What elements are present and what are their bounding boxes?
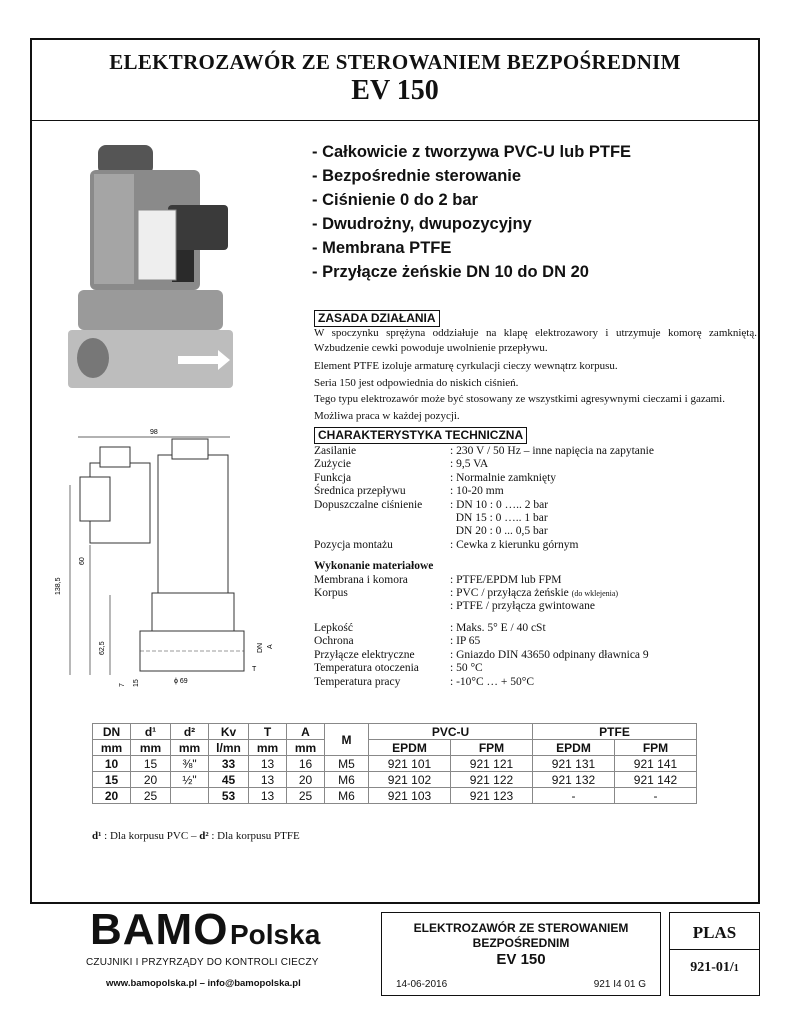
page-title: ELEKTROZAWÓR ZE STEROWANIEM BEZPOŚREDNIM xyxy=(109,50,681,74)
title-block-line2: BEZPOŚREDNIM xyxy=(472,936,570,950)
spec-value: : IP 65 xyxy=(450,635,481,648)
dim-width: 98 xyxy=(150,429,158,436)
dim-height: 138,5 xyxy=(55,577,62,595)
table-cell: - xyxy=(615,788,697,804)
table-header: T xyxy=(249,724,287,740)
table-cell: 921 101 xyxy=(369,756,451,772)
doc-number xyxy=(670,950,759,976)
principle-paragraph: Seria 150 jest odpowiednia do niskich ciśnień. xyxy=(314,377,519,389)
footnote-d2-text: : Dla korpusu PTFE xyxy=(208,830,300,842)
table-cell: 20 xyxy=(131,772,171,788)
table-header: FPM xyxy=(451,740,533,756)
spec-key: Temperatura pracy xyxy=(314,675,401,688)
spec-value: : Cewka z kierunku górnym xyxy=(450,538,579,551)
spec-key: Temperatura otoczenia xyxy=(314,662,419,675)
tech-spec xyxy=(314,445,654,689)
spec-value: : -10°C … + 50°C xyxy=(450,675,535,688)
table-cell: 921 121 xyxy=(451,756,533,772)
material-label: PLAS xyxy=(670,913,759,950)
dim-coil: 60 xyxy=(79,557,86,565)
table-header: l/mn xyxy=(209,740,249,756)
table-header: DN xyxy=(93,724,131,740)
doc-code: 921 I4 01 G xyxy=(593,979,646,990)
table-cell: 45 xyxy=(209,772,249,788)
title-block xyxy=(381,912,661,996)
title-block-line1: ELEKTROZAWÓR ZE STEROWANIEM xyxy=(413,921,629,935)
table-cell: M6 xyxy=(325,772,369,788)
feature-item: - Membrana PTFE xyxy=(312,239,452,257)
table-header: EPDM xyxy=(369,740,451,756)
dim-diameter: ϕ 69 xyxy=(174,678,188,685)
spec-value: : Gniazdo DIN 43650 odpinany dławnica 9 xyxy=(450,648,649,661)
table-cell: ⅜" xyxy=(171,756,209,772)
table-cell: 20 xyxy=(287,772,325,788)
dim-lower: 62,5 xyxy=(99,641,106,655)
table-cell: 921 132 xyxy=(533,772,615,788)
doc-number-main: 921-01/ xyxy=(690,960,734,975)
table-header: PTFE xyxy=(533,724,697,740)
spec-value: : PTFE/EPDM lub FPM xyxy=(450,573,562,586)
company-logo-suffix: Polska xyxy=(230,919,321,950)
table-cell: 921 103 xyxy=(369,788,451,804)
company-contact: www.bamopolska.pl – info@bamopolska.pl xyxy=(106,978,301,989)
company-footer xyxy=(30,905,375,1020)
table-cell: ½" xyxy=(171,772,209,788)
principle-paragraph: Element PTFE izoluje armaturę cyrkulacji cieczy wewnątrz korpusu. xyxy=(314,360,618,372)
table-header: EPDM xyxy=(533,740,615,756)
spec-key: Zużycie xyxy=(314,458,352,471)
dim-A: A xyxy=(267,644,274,649)
dim-15: 15 xyxy=(133,679,140,687)
doc-page: 1 xyxy=(733,963,739,974)
spec-key xyxy=(314,600,450,613)
table-cell: 13 xyxy=(249,788,287,804)
table-cell: M5 xyxy=(325,756,369,772)
table-header-row xyxy=(93,740,697,756)
spec-key: Zasilanie xyxy=(314,445,357,457)
spec-key: Korpus xyxy=(314,587,348,600)
table-cell: 13 xyxy=(249,772,287,788)
tech-title: CHARAKTERYSTYKA TECHNICZNA xyxy=(314,427,527,444)
table-cell: 16 xyxy=(287,756,325,772)
doc-number-block xyxy=(669,912,760,996)
table-header: A xyxy=(287,724,325,740)
feature-item: - Dwudrożny, dwupozycyjny xyxy=(312,215,532,233)
dim-7: 7 xyxy=(119,683,126,687)
table-row xyxy=(93,756,697,772)
product-photo xyxy=(68,130,238,395)
table-header: mm xyxy=(131,740,171,756)
table-cell: 25 xyxy=(131,788,171,804)
principle-paragraph: Tego typu elektrozawór może być stosowany ze wszystkimi agresywnymi cieczami i gazami. xyxy=(314,393,725,405)
footnote-d2: d² xyxy=(199,830,209,842)
spec-key: Lepkość xyxy=(314,621,353,634)
spec-value: : Normalnie zamknięty xyxy=(450,471,557,484)
table-header: mm xyxy=(287,740,325,756)
table-row xyxy=(93,788,697,804)
table-header-row xyxy=(93,724,697,740)
table-cell: 15 xyxy=(131,756,171,772)
table-cell: 13 xyxy=(249,756,287,772)
table-header: mm xyxy=(93,740,131,756)
principle-title: ZASADA DZIAŁANIA xyxy=(314,310,440,327)
principle-paragraph: W spoczynku sprężyna oddziałuje na klapę elektrozawory i utrzymuje komorę zamkniętą. Wzbudzenie cewki powoduje uwolnienie przepływu. xyxy=(314,327,757,354)
table-cell: 921 142 xyxy=(615,772,697,788)
spec-key: Pozycja montażu xyxy=(314,538,393,551)
table-header: M xyxy=(325,724,369,756)
footnote-d1: d¹ xyxy=(92,830,102,842)
page-frame xyxy=(30,38,760,904)
page-header xyxy=(32,40,758,121)
feature-list xyxy=(312,140,631,284)
table-cell: 921 131 xyxy=(533,756,615,772)
spec-value: : PVC / przyłącza żeńskie xyxy=(450,587,569,600)
table-cell: - xyxy=(533,788,615,804)
table-header: Kv xyxy=(209,724,249,740)
table-row xyxy=(93,772,697,788)
technical-drawing xyxy=(40,425,280,685)
table-cell: 53 xyxy=(209,788,249,804)
table-header: PVC-U xyxy=(369,724,533,740)
table-header: d¹ xyxy=(131,724,171,740)
principle-paragraph: Możliwa praca w każdej pozycji. xyxy=(314,410,460,422)
materials-title: Wykonanie materiałowe xyxy=(314,560,434,573)
spec-key: Ochrona xyxy=(314,635,354,648)
feature-item: - Ciśnienie 0 do 2 bar xyxy=(312,191,478,209)
spec-value: DN 15 : 0 ….. 1 bar xyxy=(450,512,548,525)
spec-key: Średnica przepływu xyxy=(314,485,406,498)
spec-value: : Maks. 5° E / 40 cSt xyxy=(450,621,546,634)
product-table xyxy=(92,723,697,804)
dim-T: T xyxy=(252,666,257,673)
spec-value: : 10-20 mm xyxy=(450,485,504,498)
table-cell: M6 xyxy=(325,788,369,804)
table-cell xyxy=(171,788,209,804)
spec-value: DN 20 : 0 ... 0,5 bar xyxy=(450,525,548,538)
table-cell: 921 123 xyxy=(451,788,533,804)
spec-key: Dopuszczalne ciśnienie xyxy=(314,498,423,511)
spec-key: Membrana i komora xyxy=(314,573,408,586)
spec-value: : 230 V / 50 Hz – inne napięcia na zapytanie xyxy=(450,445,654,457)
model-name: EV 150 xyxy=(351,75,439,106)
feature-item: - Całkowicie z tworzywa PVC-U lub PTFE xyxy=(312,143,632,161)
table-header: FPM xyxy=(615,740,697,756)
table-cell: 921 141 xyxy=(615,756,697,772)
footnote xyxy=(92,830,300,842)
feature-item: - Bezpośrednie sterowanie xyxy=(312,167,522,185)
table-cell: 921 102 xyxy=(369,772,451,788)
spec-key: Funkcja xyxy=(314,471,352,484)
doc-date: 14-06-2016 xyxy=(396,979,448,990)
feature-item: - Przyłącze żeńskie DN 10 do DN 20 xyxy=(312,263,589,281)
table-header: mm xyxy=(249,740,287,756)
table-cell: 20 xyxy=(93,788,131,804)
footnote-d1-text: : Dla korpusu PVC – xyxy=(101,830,200,842)
table-cell: 15 xyxy=(93,772,131,788)
table-cell: 921 122 xyxy=(451,772,533,788)
company-logo: BAMO xyxy=(90,905,229,954)
spec-key xyxy=(314,512,450,525)
spec-key xyxy=(314,525,450,538)
table-cell: 33 xyxy=(209,756,249,772)
dim-DN: DN xyxy=(257,642,264,653)
spec-note: (do wklejenia) xyxy=(571,589,619,599)
spec-key: Przyłącze elektryczne xyxy=(314,648,415,661)
company-tagline: CZUJNIKI I PRZYRZĄDY DO KONTROLI CIECZY xyxy=(86,957,319,968)
spec-value: : 50 °C xyxy=(450,662,483,675)
spec-value: : DN 10 : 0 ….. 2 bar xyxy=(450,498,549,511)
title-block-model: EV 150 xyxy=(496,951,546,968)
table-header: d² xyxy=(171,724,209,740)
table-cell: 10 xyxy=(93,756,131,772)
spec-value: : 9,5 VA xyxy=(450,458,489,471)
table-header: mm xyxy=(171,740,209,756)
table-cell: 25 xyxy=(287,788,325,804)
spec-value: : PTFE / przyłącza gwintowane xyxy=(450,600,595,613)
